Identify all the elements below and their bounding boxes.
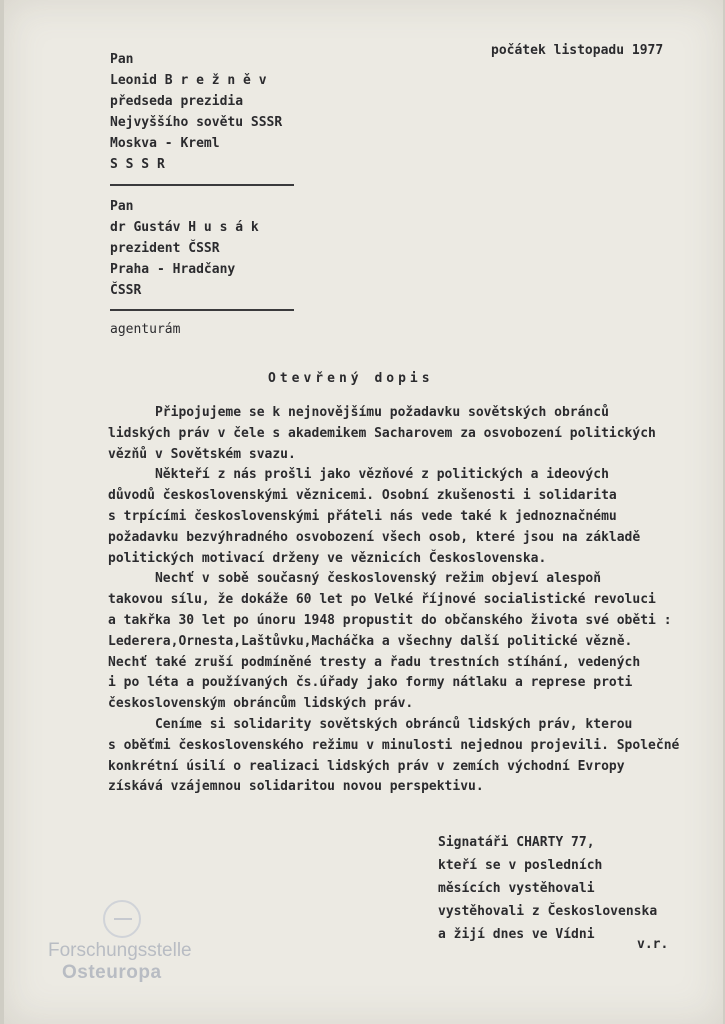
address-line: Leonid B r e ž n ě v xyxy=(110,73,267,88)
signature-line: Signatáři CHARTY 77, xyxy=(438,835,595,850)
body-line: Nechť v sobě současný československý režim objeví alespoň xyxy=(108,571,602,587)
address-line: Praha - Hradčany xyxy=(110,262,236,277)
address-divider xyxy=(110,309,294,311)
agencies-recipient: agenturám xyxy=(110,322,181,337)
body-line: československým obráncům lidských práv. xyxy=(108,696,414,712)
address-line: Pan xyxy=(110,52,134,67)
address-line: ČSSR xyxy=(110,283,142,298)
address-line: předseda prezidia xyxy=(110,94,244,109)
body-line: s trpícími československými přáteli nás vede také k jednoznačnému xyxy=(108,508,617,524)
address-divider xyxy=(110,184,294,186)
signature-line: vystěhovali z Československa xyxy=(438,904,658,919)
body-line: konkrétní úsilí o realizaci lidských práv v zemích východní Evropy xyxy=(108,758,625,774)
letter-page xyxy=(4,0,723,1024)
signature-line: a žijí dnes ve Vídni xyxy=(438,927,595,942)
body-line: Připojujeme se k nejnovějšímu požadavku sovětských obránců xyxy=(108,405,609,420)
body-line: Ceníme si solidarity sovětských obránců lidských práv, kterou xyxy=(108,716,633,732)
body-line: takovou sílu, že dokáže 60 let po Velké říjnové socialistické revoluci xyxy=(108,592,656,608)
address-line: Nejvyššího sovětu SSSR xyxy=(110,115,283,130)
body-line: i po léta a používaných čs.úřady jako formy nátlaku a represe proti xyxy=(108,675,633,691)
signature-line: měsících vystěhovali xyxy=(438,881,595,896)
signed-mark: v.r. xyxy=(637,937,669,952)
address-line: S S S R xyxy=(110,157,165,172)
recipient-brezhnev-address xyxy=(110,49,282,175)
address-line: Moskva - Kreml xyxy=(110,136,220,151)
letter-title: Otevřený dopis xyxy=(268,371,434,386)
address-line: Pan xyxy=(110,199,134,214)
body-line: a takřka 30 let po únoru 1948 propustit do občanského života své oběti : xyxy=(108,612,672,628)
body-line: Někteří z nás prošli jako vězňové z politických a ideových xyxy=(108,467,609,483)
body-line: důvodů československými věznicemi. Osobní zkušenosti i solidarita xyxy=(108,488,617,504)
body-line: Nechť také zruší podmíněné tresty a řadu trestních stíhání, vedených xyxy=(108,654,641,670)
archive-logo-icon xyxy=(103,900,141,938)
letter-body xyxy=(108,403,708,798)
body-line: lidských práv v čele s akademikem Sacharovem za osvobození politických xyxy=(108,425,656,441)
address-line: prezident ČSSR xyxy=(110,241,220,256)
body-line: politických motivací drženy ve věznicích Československa. xyxy=(108,550,547,566)
signature-line: kteří se v posledních xyxy=(438,858,603,873)
body-line: Lederera,Ornesta,Laštůvku,Macháčka a všechny další politické vězně. xyxy=(108,633,633,649)
body-line: požadavku bezvýhradného osvobození všech osob, které jsou na základě xyxy=(108,529,641,545)
body-line: s oběťmi československého režimu v minulosti nejednou projevili. Společné xyxy=(108,737,680,753)
letter-date: počátek listopadu 1977 xyxy=(491,43,664,58)
body-line: získává vzájemnou solidaritou novou perspektivu. xyxy=(108,779,484,795)
watermark-line1: Forschungsstelle xyxy=(48,940,192,961)
watermark-line2: Osteuropa xyxy=(62,962,162,983)
body-line: vězňů v Sovětském svazu. xyxy=(108,446,296,462)
recipient-husak-address xyxy=(110,196,259,301)
signature-block xyxy=(438,831,657,946)
address-line: dr Gustáv H u s á k xyxy=(110,220,259,235)
